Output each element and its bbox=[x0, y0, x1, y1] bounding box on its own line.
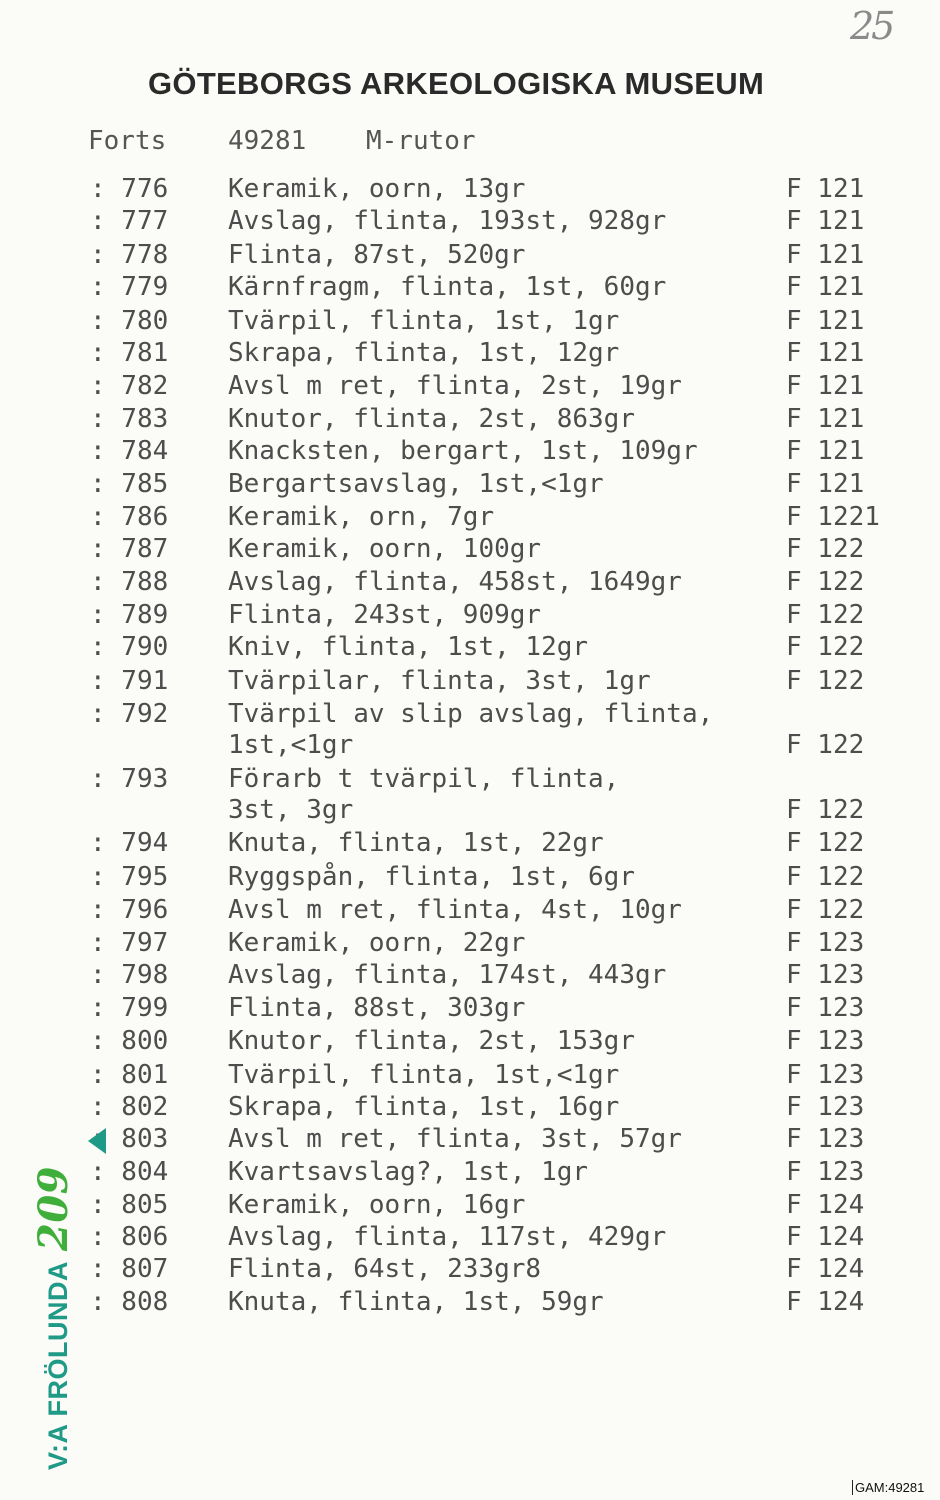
item-description: Keramik, oorn, 16gr bbox=[228, 1190, 526, 1220]
item-reference: F 121 bbox=[786, 469, 865, 499]
item-number: : 791 bbox=[90, 666, 169, 696]
item-description: Bergartsavslag, 1st,<1gr bbox=[228, 469, 604, 499]
item-reference: F 122 bbox=[786, 534, 865, 564]
item-number: : 789 bbox=[90, 600, 169, 630]
item-description: Skrapa, flinta, 1st, 12gr bbox=[228, 338, 620, 368]
item-reference: F 124 bbox=[786, 1254, 865, 1284]
item-number: : 804 bbox=[90, 1157, 169, 1187]
item-reference: F 121 bbox=[786, 174, 865, 204]
item-reference: F 124 bbox=[786, 1287, 865, 1317]
item-reference: F 122 bbox=[786, 600, 865, 630]
item-reference: F 123 bbox=[786, 1092, 865, 1122]
item-number: : 777 bbox=[90, 206, 169, 236]
item-number: : 794 bbox=[90, 828, 169, 858]
item-reference: F 121 bbox=[786, 306, 865, 336]
item-description: Keramik, orn, 7gr bbox=[228, 502, 495, 532]
list-item bbox=[0, 1190, 940, 1222]
museum-header: GÖTEBORGS ARKEOLOGISKA MUSEUM bbox=[148, 66, 765, 101]
item-number: : 801 bbox=[90, 1060, 169, 1090]
list-item bbox=[0, 206, 940, 238]
item-reference: F 121 bbox=[786, 371, 865, 401]
item-number: : 779 bbox=[90, 272, 169, 302]
item-number: : 790 bbox=[90, 632, 169, 662]
list-item bbox=[0, 174, 940, 206]
list-item bbox=[0, 1157, 940, 1189]
arrow-stamp-icon bbox=[88, 1128, 106, 1154]
item-reference: F 121 bbox=[786, 206, 865, 236]
item-reference: F 123 bbox=[786, 1157, 865, 1187]
list-item bbox=[0, 371, 940, 403]
item-reference: F 123 bbox=[786, 993, 865, 1023]
forts-label: Forts bbox=[88, 126, 167, 156]
item-number: : 792 bbox=[90, 699, 169, 729]
item-number: : 783 bbox=[90, 404, 169, 434]
item-reference: F 123 bbox=[786, 1060, 865, 1090]
item-number: : 806 bbox=[90, 1222, 169, 1252]
list-item bbox=[0, 306, 940, 338]
item-reference: F 121 bbox=[786, 272, 865, 302]
item-description: Knacksten, bergart, 1st, 109gr bbox=[228, 436, 698, 466]
list-item bbox=[0, 436, 940, 468]
item-number: : 793 bbox=[90, 764, 169, 794]
item-description: Keramik, oorn, 100gr bbox=[228, 534, 542, 564]
list-item bbox=[0, 699, 940, 760]
item-description-continued: 1st,<1gr bbox=[228, 730, 354, 760]
item-number: : 778 bbox=[90, 240, 169, 270]
item-description: Tvärpil, flinta, 1st,<1gr bbox=[228, 1060, 620, 1090]
item-description: Knutor, flinta, 2st, 153gr bbox=[228, 1026, 635, 1056]
item-reference: F 122 bbox=[786, 795, 865, 825]
item-number: : 787 bbox=[90, 534, 169, 564]
item-number: : 802 bbox=[90, 1092, 169, 1122]
list-item bbox=[0, 960, 940, 992]
handwritten-page-number: 25 bbox=[850, 4, 893, 48]
item-number: : 782 bbox=[90, 371, 169, 401]
list-item bbox=[0, 469, 940, 501]
item-description: Flinta, 88st, 303gr bbox=[228, 993, 526, 1023]
item-number: : 780 bbox=[90, 306, 169, 336]
list-item bbox=[0, 1026, 940, 1058]
item-reference: F 121 bbox=[786, 240, 865, 270]
item-reference: F 122 bbox=[786, 666, 865, 696]
item-description: Skrapa, flinta, 1st, 16gr bbox=[228, 1092, 620, 1122]
item-number: : 797 bbox=[90, 928, 169, 958]
list-item bbox=[0, 928, 940, 960]
item-number: : 796 bbox=[90, 895, 169, 925]
list-item bbox=[0, 272, 940, 304]
item-number: : 781 bbox=[90, 338, 169, 368]
item-reference: F 122 bbox=[786, 895, 865, 925]
item-reference: F 122 bbox=[786, 730, 865, 760]
list-item bbox=[0, 632, 940, 664]
item-description: Kniv, flinta, 1st, 12gr bbox=[228, 632, 589, 662]
item-description: Förarb t tvärpil, flinta, bbox=[228, 764, 620, 794]
list-item bbox=[0, 895, 940, 927]
item-reference: F 122 bbox=[786, 567, 865, 597]
item-description: Avslag, flinta, 174st, 443gr bbox=[228, 960, 667, 990]
list-item bbox=[0, 828, 940, 860]
site-stamp bbox=[30, 1166, 77, 1470]
item-description: Knuta, flinta, 1st, 59gr bbox=[228, 1287, 604, 1317]
item-description: Knuta, flinta, 1st, 22gr bbox=[228, 828, 604, 858]
item-reference: F 121 bbox=[786, 404, 865, 434]
item-description: Flinta, 64st, 233gr8 bbox=[228, 1254, 542, 1284]
item-description-continued: 3st, 3gr bbox=[228, 795, 354, 825]
accession-number: 49281 bbox=[228, 126, 307, 156]
list-item bbox=[0, 1287, 940, 1319]
list-item bbox=[0, 1092, 940, 1124]
item-description: Ryggspån, flinta, 1st, 6gr bbox=[228, 862, 635, 892]
item-number: : 798 bbox=[90, 960, 169, 990]
list-item bbox=[0, 666, 940, 698]
item-description: Tvärpil, flinta, 1st, 1gr bbox=[228, 306, 620, 336]
list-item bbox=[0, 534, 940, 566]
item-description: Tvärpil av slip avslag, flinta, bbox=[228, 699, 714, 729]
item-reference: F 123 bbox=[786, 928, 865, 958]
corner-label: GAM:49281 bbox=[852, 1480, 924, 1495]
item-number: : 807 bbox=[90, 1254, 169, 1284]
item-number: : 776 bbox=[90, 174, 169, 204]
item-description: Flinta, 87st, 520gr bbox=[228, 240, 526, 270]
item-number: : 795 bbox=[90, 862, 169, 892]
item-description: Avslag, flinta, 117st, 429gr bbox=[228, 1222, 667, 1252]
item-number: : 785 bbox=[90, 469, 169, 499]
item-description: Avsl m ret, flinta, 3st, 57gr bbox=[228, 1124, 682, 1154]
list-item bbox=[0, 993, 940, 1025]
list-item bbox=[0, 1222, 940, 1254]
item-reference: F 123 bbox=[786, 1124, 865, 1154]
list-item bbox=[0, 567, 940, 599]
list-item bbox=[0, 600, 940, 632]
stamp-handwritten-number: 209 bbox=[30, 1166, 77, 1251]
stamp-text: V:A FRÖLUNDA bbox=[43, 1261, 73, 1470]
list-item bbox=[0, 240, 940, 272]
item-reference: F 123 bbox=[786, 1026, 865, 1056]
list-item bbox=[0, 502, 940, 534]
item-reference: F 121 bbox=[786, 436, 865, 466]
item-reference: F 1221 bbox=[786, 502, 880, 532]
item-number: : 786 bbox=[90, 502, 169, 532]
item-number: : 799 bbox=[90, 993, 169, 1023]
item-reference: F 122 bbox=[786, 632, 865, 662]
item-reference: F 122 bbox=[786, 862, 865, 892]
item-description: Kvartsavslag?, 1st, 1gr bbox=[228, 1157, 589, 1187]
subheader-description: M-rutor bbox=[366, 126, 476, 156]
item-description: Avslag, flinta, 458st, 1649gr bbox=[228, 567, 682, 597]
item-description: Kärnfragm, flinta, 1st, 60gr bbox=[228, 272, 667, 302]
list-item bbox=[0, 1254, 940, 1286]
item-description: Tvärpilar, flinta, 3st, 1gr bbox=[228, 666, 651, 696]
item-number: : 784 bbox=[90, 436, 169, 466]
list-item bbox=[0, 862, 940, 894]
item-description: Avslag, flinta, 193st, 928gr bbox=[228, 206, 667, 236]
item-reference: F 124 bbox=[786, 1190, 865, 1220]
list-item bbox=[0, 404, 940, 436]
list-item bbox=[0, 764, 940, 825]
item-description: Avsl m ret, flinta, 2st, 19gr bbox=[228, 371, 682, 401]
item-description: Keramik, oorn, 22gr bbox=[228, 928, 526, 958]
item-reference: F 122 bbox=[786, 828, 865, 858]
item-reference: F 123 bbox=[786, 960, 865, 990]
item-description: Avsl m ret, flinta, 4st, 10gr bbox=[228, 895, 682, 925]
list-item bbox=[0, 338, 940, 370]
item-number: : 803 bbox=[90, 1124, 169, 1154]
list-item bbox=[0, 1124, 940, 1156]
item-number: : 788 bbox=[90, 567, 169, 597]
item-number: : 808 bbox=[90, 1287, 169, 1317]
item-reference: F 121 bbox=[786, 338, 865, 368]
item-reference: F 124 bbox=[786, 1222, 865, 1252]
item-number: : 805 bbox=[90, 1190, 169, 1220]
item-description: Keramik, oorn, 13gr bbox=[228, 174, 526, 204]
item-description: Knutor, flinta, 2st, 863gr bbox=[228, 404, 635, 434]
item-description: Flinta, 243st, 909gr bbox=[228, 600, 542, 630]
item-number: : 800 bbox=[90, 1026, 169, 1056]
list-item bbox=[0, 1060, 940, 1092]
